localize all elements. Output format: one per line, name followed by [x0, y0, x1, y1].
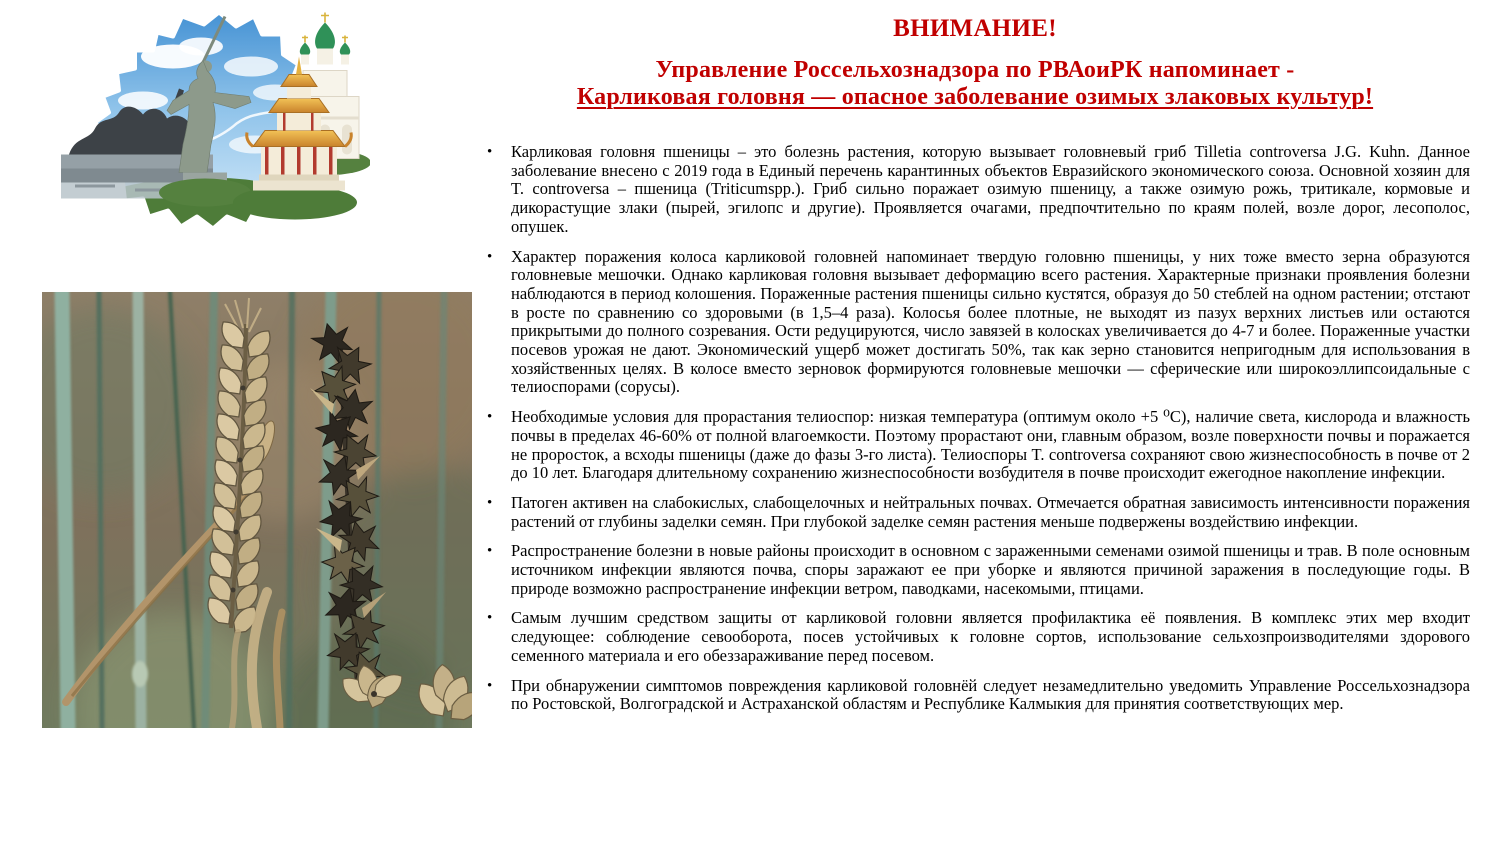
bullet-text-2: Характер поражения колоса карликовой головней напоминает твердую головню пшеницы, у них тоже вместо зерна образуются головневые мешочки. Однако карликовая головня вызывает деформацию всего растения. Характерные признаки проявления болезни наблюдаются в период колошения. Пораженные растения пшеницы сильно кустятся, образуя до 50 стеблей на одном растении; отстают в росте по сравнению со здоровыми (в 1,5–4 раза). Колосья более плотные, не выходят из пазух верхних листьев или остаются прикрытыми до полного созревания. Ости редуцируются, число завязей в колосках увеличивается до 4-7 и более. Пораженные участки посевов урожая не дают. Экономический ущерб может достигать 50%, так как зерно становится непригодным для использования в хозяйственных целях. В колосе вместо зерновок формируются головневые мешочки — сферические или широкоэллипсоидальные с телиоспорами (сорусы). [511, 246, 1470, 397]
bullet-marker: • [487, 409, 493, 426]
bullet-marker: • [487, 494, 493, 511]
bullet-marker: • [487, 543, 493, 560]
bullet-marker: • [487, 677, 493, 694]
page-title: ВНИМАНИЕ! [893, 15, 1057, 42]
bullet-text-6: Самым лучшим средством защиты от карликовой головни является профилактика её появления. В комплекс этих мер входит следующее: соблюдение севооборота, посев устойчивых к головне сортов, использование сельхозпроизводителями здорового семенного материала и его обеззараживание перед посевом. [511, 608, 1470, 665]
bullet-item-3 [480, 408, 1470, 483]
page-subtitle-reminder: Управление Россельхознадзора по РВАоиРК напоминает - [655, 57, 1295, 83]
regional-emblem-logo [55, 4, 370, 235]
bullet-text-7: При обнаружении симптомов повреждения карликовой головнёй следует незамедлительно уведомить Управление Россельхознадзора по Ростовской, Волгоградской и Астраханской областям и Республике Калмыкия для принятия соответствующих мер. [511, 675, 1470, 714]
bullet-text-3: Необходимые условия для прорастания телиоспор: низкая температура (оптимум около +5 ⁰С), наличие света, кислорода и влажность почвы в пределах 46-60% от полной влагоемкости. Поэтому прорастают они, главным образом, возле поверхности почвы и поражается не проросток, а всходы пшеницы (даже до фазы 3-го листа). Телиоспоры T. controversa сохраняют свою жизнеспособность в почве от 2 до 10 лет. Благодаря длительному сохранению жизнеспособности возбудителя в почве происходит ежегодное накопление инфекции. [511, 407, 1470, 483]
landmarks-collage-graphic [55, 4, 370, 235]
bullet-item-6 [480, 609, 1470, 665]
bullet-list [480, 143, 1470, 714]
bullet-item-2 [480, 248, 1470, 398]
bullet-marker: • [487, 248, 493, 265]
bullet-text-4: Патоген активен на слабокислых, слабощелочных и нейтральных почвах. Отмечается обратная зависимость интенсивности поражения растений от глубины заделки семян. При глубокой заделке семян растения меньше подвержены воздействию инфекции. [511, 492, 1470, 531]
bullet-text-5: Распространение болезни в новые районы происходит в основном с зараженными семенами озимой пшеницы и трав. В поле основным источником инфекции являются почва, споры заражают ее при уборке и являются причиной заражения в последующие годы. В природе возможно распространение инфекции ветром, паводками, насекомыми, птицами. [511, 541, 1470, 598]
bullet-marker: • [487, 144, 493, 160]
bullet-marker: • [487, 610, 493, 627]
bullet-item-7 [480, 677, 1470, 714]
page-subtitle-warning: Карликовая головня — опасное заболевание озимых злаковых культур! [576, 83, 1374, 110]
bullet-item-5 [480, 542, 1470, 598]
wheat-ears-graphic [42, 292, 472, 728]
content-column [480, 14, 1470, 725]
bullet-item-1 [480, 143, 1470, 237]
wheat-photo [42, 292, 472, 728]
bullet-text-1: Карликовая головня пшеницы – это болезнь растения, которую вызывает головневый гриб Tilletia controversa J.G. Kuhn. Данное заболевание внесено с 2019 года в Единый перечень карантинных объектов Евразийского экономического союза. Основной хозяин для T. controversa – пшеница (Triticumspp.). Гриб сильно поражает озимую пшеницу, а также озимую рожь, тритикале, кормовые и дикорастущие злаки (пырей, эгилопс и другие). Проявляется очагами, предпочтительно по краям полей, возле дорог, лесополос, опушек. [511, 142, 1470, 236]
bullet-item-4 [480, 494, 1470, 531]
